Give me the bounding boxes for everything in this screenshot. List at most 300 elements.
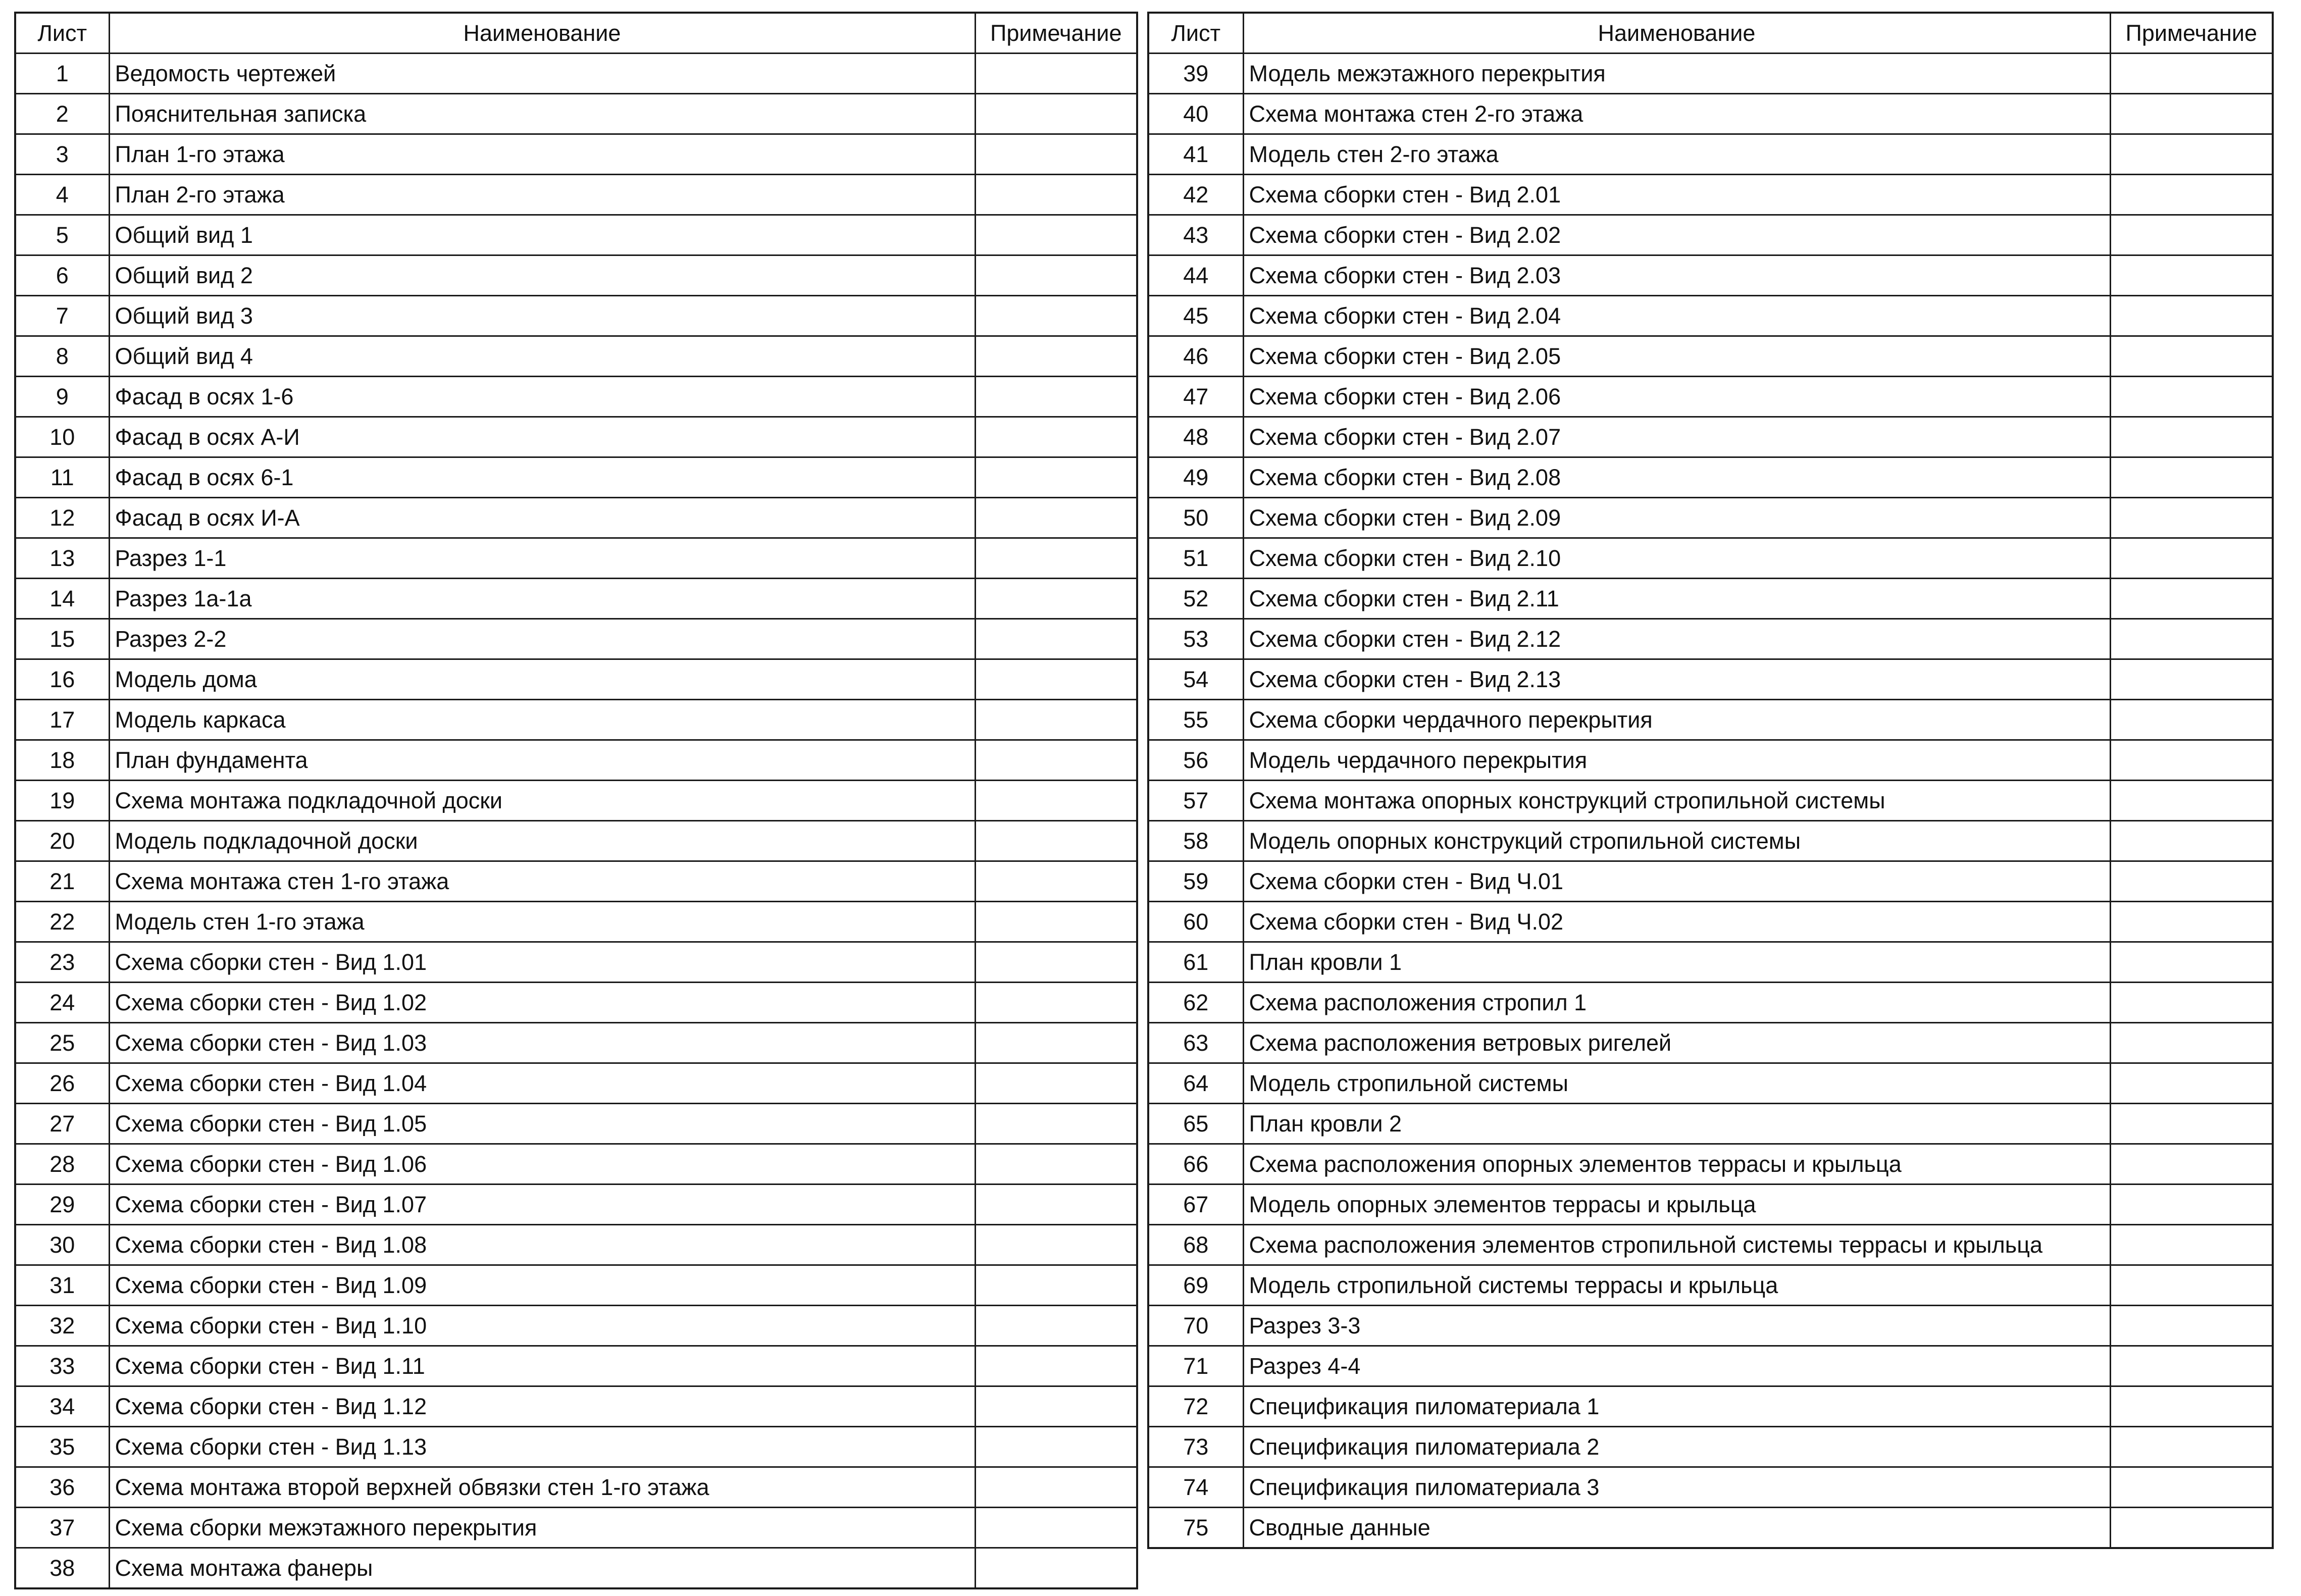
sheet-number-cell: 40 bbox=[1148, 94, 1243, 134]
sheet-number-cell: 28 bbox=[15, 1144, 109, 1185]
sheet-note-cell bbox=[975, 1225, 1137, 1265]
sheet-note-cell bbox=[975, 1185, 1137, 1225]
sheet-note-cell bbox=[975, 94, 1137, 134]
table-row bbox=[1148, 175, 2273, 215]
table-row bbox=[15, 1144, 1137, 1185]
sheet-name-cell: Схема сборки стен - Вид 2.02 bbox=[1243, 215, 2110, 255]
sheet-name-cell: Разрез 4-4 bbox=[1243, 1346, 2110, 1386]
sheet-name-cell: Схема монтажа подкладочной доски bbox=[109, 781, 975, 821]
sheet-name-cell: Фасад в осях И-А bbox=[109, 498, 975, 538]
table-row bbox=[1148, 1185, 2273, 1225]
sheet-number-cell: 61 bbox=[1148, 942, 1243, 983]
table-header-row bbox=[1148, 13, 2273, 54]
sheet-name-cell: Модель подкладочной доски bbox=[109, 821, 975, 861]
sheet-note-cell bbox=[975, 700, 1137, 740]
sheet-number-cell: 14 bbox=[15, 579, 109, 619]
sheet-number-cell: 65 bbox=[1148, 1104, 1243, 1144]
column-header-sheet: Лист bbox=[1148, 13, 1243, 54]
table-row bbox=[15, 1346, 1137, 1386]
table-row bbox=[1148, 942, 2273, 983]
table-row bbox=[15, 175, 1137, 215]
table-row bbox=[1148, 377, 2273, 417]
table-row bbox=[15, 1467, 1137, 1508]
sheet-note-cell bbox=[2110, 821, 2273, 861]
sheet-number-cell: 26 bbox=[15, 1063, 109, 1104]
sheet-number-cell: 19 bbox=[15, 781, 109, 821]
table-row bbox=[15, 1023, 1137, 1063]
sheet-number-cell: 68 bbox=[1148, 1225, 1243, 1265]
sheet-note-cell bbox=[2110, 538, 2273, 579]
sheet-name-cell: Разрез 2-2 bbox=[109, 619, 975, 659]
sheet-note-cell bbox=[2110, 255, 2273, 296]
sheet-note-cell bbox=[2110, 942, 2273, 983]
sheet-number-cell: 55 bbox=[1148, 700, 1243, 740]
sheet-note-cell bbox=[975, 1144, 1137, 1185]
sheet-note-cell bbox=[975, 1548, 1137, 1589]
table-row bbox=[15, 983, 1137, 1023]
table-header-row bbox=[15, 13, 1137, 54]
sheet-name-cell: Схема сборки стен - Вид 1.09 bbox=[109, 1265, 975, 1306]
sheet-note-cell bbox=[2110, 861, 2273, 902]
table-row bbox=[1148, 659, 2273, 700]
table-row bbox=[1148, 255, 2273, 296]
sheet-number-cell: 2 bbox=[15, 94, 109, 134]
sheet-number-cell: 52 bbox=[1148, 579, 1243, 619]
table-row bbox=[1148, 579, 2273, 619]
sheet-number-cell: 30 bbox=[15, 1225, 109, 1265]
table-row bbox=[15, 1427, 1137, 1467]
sheet-number-cell: 50 bbox=[1148, 498, 1243, 538]
sheet-name-cell: Модель межэтажного перекрытия bbox=[1243, 54, 2110, 94]
sheet-name-cell: Схема сборки стен - Вид 2.11 bbox=[1243, 579, 2110, 619]
table-row bbox=[15, 94, 1137, 134]
sheet-number-cell: 54 bbox=[1148, 659, 1243, 700]
sheet-name-cell: Схема сборки стен - Вид 1.10 bbox=[109, 1306, 975, 1346]
sheet-number-cell: 10 bbox=[15, 417, 109, 457]
table-row bbox=[15, 1265, 1137, 1306]
table-row bbox=[15, 377, 1137, 417]
table-row bbox=[15, 1063, 1137, 1104]
sheet-note-cell bbox=[975, 619, 1137, 659]
sheet-note-cell bbox=[975, 1467, 1137, 1508]
table-row bbox=[1148, 1023, 2273, 1063]
sheet-number-cell: 1 bbox=[15, 54, 109, 94]
sheet-number-cell: 59 bbox=[1148, 861, 1243, 902]
sheet-note-cell bbox=[975, 942, 1137, 983]
sheet-name-cell: Схема монтажа фанеры bbox=[109, 1548, 975, 1589]
sheet-name-cell: Схема сборки стен - Вид Ч.02 bbox=[1243, 902, 2110, 942]
sheet-number-cell: 11 bbox=[15, 457, 109, 498]
table-row bbox=[1148, 457, 2273, 498]
table-row bbox=[15, 700, 1137, 740]
sheet-note-cell bbox=[2110, 983, 2273, 1023]
sheet-note-cell bbox=[2110, 700, 2273, 740]
sheet-number-cell: 8 bbox=[15, 336, 109, 377]
sheet-name-cell: Ведомость чертежей bbox=[109, 54, 975, 94]
sheet-note-cell bbox=[975, 498, 1137, 538]
table-row bbox=[15, 54, 1137, 94]
table-row bbox=[15, 1386, 1137, 1427]
sheet-name-cell: Фасад в осях 1-6 bbox=[109, 377, 975, 417]
table-row bbox=[15, 417, 1137, 457]
sheet-number-cell: 66 bbox=[1148, 1144, 1243, 1185]
sheet-name-cell: Схема сборки стен - Вид 1.01 bbox=[109, 942, 975, 983]
sheet-note-cell bbox=[2110, 1023, 2273, 1063]
sheet-number-cell: 15 bbox=[15, 619, 109, 659]
sheet-note-cell bbox=[975, 457, 1137, 498]
column-header-name: Наименование bbox=[109, 13, 975, 54]
table-row bbox=[1148, 1063, 2273, 1104]
sheet-note-cell bbox=[2110, 94, 2273, 134]
sheet-name-cell: Разрез 1а-1а bbox=[109, 579, 975, 619]
sheet-number-cell: 18 bbox=[15, 740, 109, 781]
sheet-number-cell: 32 bbox=[15, 1306, 109, 1346]
table-row bbox=[1148, 1427, 2273, 1467]
sheet-number-cell: 69 bbox=[1148, 1265, 1243, 1306]
sheet-number-cell: 49 bbox=[1148, 457, 1243, 498]
table-row bbox=[15, 538, 1137, 579]
sheet-number-cell: 35 bbox=[15, 1427, 109, 1467]
sheet-number-cell: 56 bbox=[1148, 740, 1243, 781]
sheet-note-cell bbox=[975, 659, 1137, 700]
sheet-number-cell: 44 bbox=[1148, 255, 1243, 296]
sheet-note-cell bbox=[2110, 175, 2273, 215]
sheet-name-cell: Модель опорных конструкций стропильной системы bbox=[1243, 821, 2110, 861]
sheet-note-cell bbox=[975, 983, 1137, 1023]
table-row bbox=[15, 457, 1137, 498]
sheet-name-cell: Схема сборки стен - Вид 2.04 bbox=[1243, 296, 2110, 336]
column-header-note: Примечание bbox=[2110, 13, 2273, 54]
table-row bbox=[15, 619, 1137, 659]
sheet-note-cell bbox=[975, 296, 1137, 336]
sheet-number-cell: 37 bbox=[15, 1508, 109, 1548]
sheet-name-cell: Схема сборки стен - Вид 1.03 bbox=[109, 1023, 975, 1063]
sheet-note-cell bbox=[2110, 457, 2273, 498]
sheet-note-cell bbox=[975, 175, 1137, 215]
sheet-number-cell: 38 bbox=[15, 1548, 109, 1589]
table-row bbox=[15, 579, 1137, 619]
table-row bbox=[15, 134, 1137, 175]
sheet-note-cell bbox=[975, 1427, 1137, 1467]
sheet-name-cell: Схема сборки стен - Вид 2.08 bbox=[1243, 457, 2110, 498]
sheet-number-cell: 6 bbox=[15, 255, 109, 296]
sheet-name-cell: Схема сборки стен - Вид 2.03 bbox=[1243, 255, 2110, 296]
table-row bbox=[1148, 1104, 2273, 1144]
table-body bbox=[1148, 54, 2273, 1549]
sheet-name-cell: Разрез 3-3 bbox=[1243, 1306, 2110, 1346]
sheet-note-cell bbox=[2110, 215, 2273, 255]
sheet-name-cell: Общий вид 4 bbox=[109, 336, 975, 377]
sheet-number-cell: 75 bbox=[1148, 1508, 1243, 1549]
sheet-note-cell bbox=[975, 902, 1137, 942]
sheet-number-cell: 5 bbox=[15, 215, 109, 255]
table-row bbox=[1148, 619, 2273, 659]
sheet-number-cell: 33 bbox=[15, 1346, 109, 1386]
table-row bbox=[1148, 1225, 2273, 1265]
sheet-name-cell: План кровли 2 bbox=[1243, 1104, 2110, 1144]
table-row bbox=[1148, 821, 2273, 861]
sheet-name-cell: Схема расположения опорных элементов террасы и крыльца bbox=[1243, 1144, 2110, 1185]
sheet-name-cell: Схема сборки стен - Вид 1.12 bbox=[109, 1386, 975, 1427]
sheet-note-cell bbox=[2110, 659, 2273, 700]
sheet-note-cell bbox=[2110, 417, 2273, 457]
sheet-note-cell bbox=[975, 1346, 1137, 1386]
sheet-note-cell bbox=[2110, 1306, 2273, 1346]
sheet-note-cell bbox=[2110, 336, 2273, 377]
column-header-name: Наименование bbox=[1243, 13, 2110, 54]
table-row bbox=[15, 498, 1137, 538]
sheet-number-cell: 36 bbox=[15, 1467, 109, 1508]
sheet-note-cell bbox=[2110, 740, 2273, 781]
sheet-name-cell: Схема расположения элементов стропильной системы террасы и крыльца bbox=[1243, 1225, 2110, 1265]
sheet-name-cell: Схема сборки стен - Вид 1.05 bbox=[109, 1104, 975, 1144]
table-row bbox=[15, 336, 1137, 377]
sheet-name-cell: Схема сборки стен - Вид 2.06 bbox=[1243, 377, 2110, 417]
sheet-name-cell: Схема сборки стен - Вид 2.12 bbox=[1243, 619, 2110, 659]
table-row bbox=[1148, 861, 2273, 902]
table-row bbox=[15, 821, 1137, 861]
sheet-note-cell bbox=[2110, 1104, 2273, 1144]
table-row bbox=[1148, 336, 2273, 377]
sheet-note-cell bbox=[975, 255, 1137, 296]
table-row bbox=[1148, 740, 2273, 781]
sheet-name-cell: Схема сборки стен - Вид 2.09 bbox=[1243, 498, 2110, 538]
column-header-sheet: Лист bbox=[15, 13, 109, 54]
sheet-note-cell bbox=[2110, 619, 2273, 659]
table-row bbox=[1148, 498, 2273, 538]
sheet-number-cell: 46 bbox=[1148, 336, 1243, 377]
sheet-note-cell bbox=[975, 1386, 1137, 1427]
sheet-note-cell bbox=[2110, 1144, 2273, 1185]
sheet-number-cell: 51 bbox=[1148, 538, 1243, 579]
table-row bbox=[15, 942, 1137, 983]
sheet-name-cell: Схема расположения стропил 1 bbox=[1243, 983, 2110, 1023]
sheet-note-cell bbox=[2110, 902, 2273, 942]
table-row bbox=[1148, 296, 2273, 336]
table-row bbox=[1148, 983, 2273, 1023]
table-row bbox=[1148, 54, 2273, 94]
sheet-name-cell: Общий вид 3 bbox=[109, 296, 975, 336]
table-body bbox=[15, 54, 1137, 1589]
sheet-note-cell bbox=[2110, 1508, 2273, 1549]
sheet-name-cell: Схема сборки стен - Вид 2.01 bbox=[1243, 175, 2110, 215]
sheet-number-cell: 3 bbox=[15, 134, 109, 175]
sheet-number-cell: 31 bbox=[15, 1265, 109, 1306]
sheet-note-cell bbox=[975, 336, 1137, 377]
sheet-name-cell: Пояснительная записка bbox=[109, 94, 975, 134]
table-row bbox=[15, 1548, 1137, 1589]
sheet-number-cell: 43 bbox=[1148, 215, 1243, 255]
sheet-note-cell bbox=[975, 740, 1137, 781]
table-row bbox=[15, 296, 1137, 336]
table-row bbox=[1148, 1306, 2273, 1346]
sheet-number-cell: 9 bbox=[15, 377, 109, 417]
sheet-name-cell: Общий вид 1 bbox=[109, 215, 975, 255]
table-row bbox=[15, 781, 1137, 821]
sheet-number-cell: 73 bbox=[1148, 1427, 1243, 1467]
sheet-name-cell: Схема монтажа стен 1-го этажа bbox=[109, 861, 975, 902]
table-row bbox=[15, 1104, 1137, 1144]
sheet-name-cell: Схема сборки стен - Вид 1.13 bbox=[109, 1427, 975, 1467]
sheet-note-cell bbox=[975, 1023, 1137, 1063]
sheet-note-cell bbox=[975, 1063, 1137, 1104]
table-row bbox=[15, 861, 1137, 902]
sheet-number-cell: 57 bbox=[1148, 781, 1243, 821]
table-row bbox=[1148, 538, 2273, 579]
table-row bbox=[15, 1306, 1137, 1346]
sheet-number-cell: 58 bbox=[1148, 821, 1243, 861]
sheet-name-cell: Фасад в осях А-И bbox=[109, 417, 975, 457]
table-row bbox=[1148, 902, 2273, 942]
sheet-name-cell: Модель стропильной системы bbox=[1243, 1063, 2110, 1104]
table-row bbox=[15, 740, 1137, 781]
sheet-note-cell bbox=[2110, 498, 2273, 538]
sheet-note-cell bbox=[975, 134, 1137, 175]
sheet-name-cell: Схема сборки стен - Вид 2.13 bbox=[1243, 659, 2110, 700]
sheet-note-cell bbox=[975, 1306, 1137, 1346]
table-row bbox=[1148, 417, 2273, 457]
sheet-note-cell bbox=[2110, 296, 2273, 336]
sheet-note-cell bbox=[975, 781, 1137, 821]
sheet-note-cell bbox=[2110, 1467, 2273, 1508]
sheet-note-cell bbox=[2110, 1063, 2273, 1104]
sheet-name-cell: Схема сборки межэтажного перекрытия bbox=[109, 1508, 975, 1548]
table-row bbox=[15, 1185, 1137, 1225]
sheet-note-cell bbox=[2110, 1185, 2273, 1225]
sheet-number-cell: 25 bbox=[15, 1023, 109, 1063]
table-row bbox=[1148, 1467, 2273, 1508]
sheet-name-cell: Схема сборки стен - Вид 2.07 bbox=[1243, 417, 2110, 457]
sheet-name-cell: План фундамента bbox=[109, 740, 975, 781]
sheet-number-cell: 42 bbox=[1148, 175, 1243, 215]
table-row bbox=[15, 1225, 1137, 1265]
sheet-name-cell: Разрез 1-1 bbox=[109, 538, 975, 579]
sheet-number-cell: 48 bbox=[1148, 417, 1243, 457]
sheet-note-cell bbox=[975, 377, 1137, 417]
sheet-note-cell bbox=[975, 538, 1137, 579]
sheet-name-cell: Модель чердачного перекрытия bbox=[1243, 740, 2110, 781]
drawing-register-table-right bbox=[1147, 12, 2274, 1549]
sheet-number-cell: 71 bbox=[1148, 1346, 1243, 1386]
sheet-name-cell: Схема сборки стен - Вид 1.11 bbox=[109, 1346, 975, 1386]
sheet-number-cell: 39 bbox=[1148, 54, 1243, 94]
sheet-name-cell: Модель стен 1-го этажа bbox=[109, 902, 975, 942]
sheet-note-cell bbox=[2110, 1427, 2273, 1467]
sheet-name-cell: Схема монтажа второй верхней обвязки стен 1-го этажа bbox=[109, 1467, 975, 1508]
sheet-name-cell: Схема монтажа стен 2-го этажа bbox=[1243, 94, 2110, 134]
sheet-note-cell bbox=[975, 417, 1137, 457]
sheet-name-cell: План кровли 1 bbox=[1243, 942, 2110, 983]
sheet-number-cell: 62 bbox=[1148, 983, 1243, 1023]
table-row bbox=[1148, 700, 2273, 740]
sheet-name-cell: Схема сборки стен - Вид 1.04 bbox=[109, 1063, 975, 1104]
sheet-number-cell: 21 bbox=[15, 861, 109, 902]
sheet-note-cell bbox=[2110, 579, 2273, 619]
sheet-name-cell: Общий вид 2 bbox=[109, 255, 975, 296]
sheet-name-cell: Модель дома bbox=[109, 659, 975, 700]
sheet-name-cell: Схема сборки стен - Вид 2.10 bbox=[1243, 538, 2110, 579]
table-row bbox=[1148, 781, 2273, 821]
sheet-note-cell bbox=[2110, 1386, 2273, 1427]
table-row bbox=[15, 902, 1137, 942]
sheet-name-cell: План 2-го этажа bbox=[109, 175, 975, 215]
sheet-number-cell: 34 bbox=[15, 1386, 109, 1427]
sheet-name-cell: Схема сборки стен - Вид 1.02 bbox=[109, 983, 975, 1023]
sheet-number-cell: 7 bbox=[15, 296, 109, 336]
sheet-name-cell: Схема сборки стен - Вид 1.06 bbox=[109, 1144, 975, 1185]
table-row bbox=[15, 215, 1137, 255]
sheet-number-cell: 47 bbox=[1148, 377, 1243, 417]
sheet-number-cell: 72 bbox=[1148, 1386, 1243, 1427]
sheet-number-cell: 53 bbox=[1148, 619, 1243, 659]
table-row bbox=[1148, 1346, 2273, 1386]
sheet-note-cell bbox=[2110, 1225, 2273, 1265]
sheet-note-cell bbox=[975, 821, 1137, 861]
sheet-name-cell: Схема сборки стен - Вид 2.05 bbox=[1243, 336, 2110, 377]
sheet-name-cell: Схема сборки стен - Вид Ч.01 bbox=[1243, 861, 2110, 902]
table-row bbox=[1148, 94, 2273, 134]
sheet-number-cell: 64 bbox=[1148, 1063, 1243, 1104]
sheet-name-cell: Фасад в осях 6-1 bbox=[109, 457, 975, 498]
sheet-name-cell: Модель стропильной системы террасы и крыльца bbox=[1243, 1265, 2110, 1306]
sheet-name-cell: Схема сборки стен - Вид 1.08 bbox=[109, 1225, 975, 1265]
drawing-register-table-left bbox=[14, 12, 1138, 1589]
sheet-note-cell bbox=[2110, 134, 2273, 175]
sheet-note-cell bbox=[2110, 54, 2273, 94]
sheet-name-cell: Спецификация пиломатериала 2 bbox=[1243, 1427, 2110, 1467]
table-row bbox=[15, 659, 1137, 700]
sheet-number-cell: 67 bbox=[1148, 1185, 1243, 1225]
table-row bbox=[1148, 1144, 2273, 1185]
sheet-note-cell bbox=[975, 54, 1137, 94]
sheet-note-cell bbox=[975, 215, 1137, 255]
sheet-number-cell: 4 bbox=[15, 175, 109, 215]
sheet-number-cell: 22 bbox=[15, 902, 109, 942]
table-row bbox=[1148, 1508, 2273, 1549]
column-header-note: Примечание bbox=[975, 13, 1137, 54]
sheet-note-cell bbox=[2110, 1265, 2273, 1306]
sheet-number-cell: 16 bbox=[15, 659, 109, 700]
sheet-note-cell bbox=[975, 1265, 1137, 1306]
sheet-note-cell bbox=[2110, 1346, 2273, 1386]
table-row bbox=[1148, 1265, 2273, 1306]
sheet-note-cell bbox=[975, 861, 1137, 902]
sheet-name-cell: Модель опорных элементов террасы и крыльца bbox=[1243, 1185, 2110, 1225]
sheet-name-cell: Схема расположения ветровых ригелей bbox=[1243, 1023, 2110, 1063]
sheet-note-cell bbox=[2110, 781, 2273, 821]
table-row bbox=[15, 255, 1137, 296]
sheet-number-cell: 74 bbox=[1148, 1467, 1243, 1508]
sheet-number-cell: 12 bbox=[15, 498, 109, 538]
sheet-name-cell: Сводные данные bbox=[1243, 1508, 2110, 1549]
table-row bbox=[1148, 134, 2273, 175]
sheet-note-cell bbox=[2110, 377, 2273, 417]
sheet-note-cell bbox=[975, 1508, 1137, 1548]
sheet-name-cell: Модель каркаса bbox=[109, 700, 975, 740]
sheet-number-cell: 27 bbox=[15, 1104, 109, 1144]
sheet-number-cell: 41 bbox=[1148, 134, 1243, 175]
table-row bbox=[1148, 215, 2273, 255]
sheet-number-cell: 45 bbox=[1148, 296, 1243, 336]
sheet-name-cell: Спецификация пиломатериала 3 bbox=[1243, 1467, 2110, 1508]
sheet-name-cell: Схема сборки стен - Вид 1.07 bbox=[109, 1185, 975, 1225]
sheet-number-cell: 20 bbox=[15, 821, 109, 861]
table-row bbox=[15, 1508, 1137, 1548]
sheet-number-cell: 23 bbox=[15, 942, 109, 983]
sheet-number-cell: 13 bbox=[15, 538, 109, 579]
sheet-name-cell: Модель стен 2-го этажа bbox=[1243, 134, 2110, 175]
sheet-number-cell: 29 bbox=[15, 1185, 109, 1225]
